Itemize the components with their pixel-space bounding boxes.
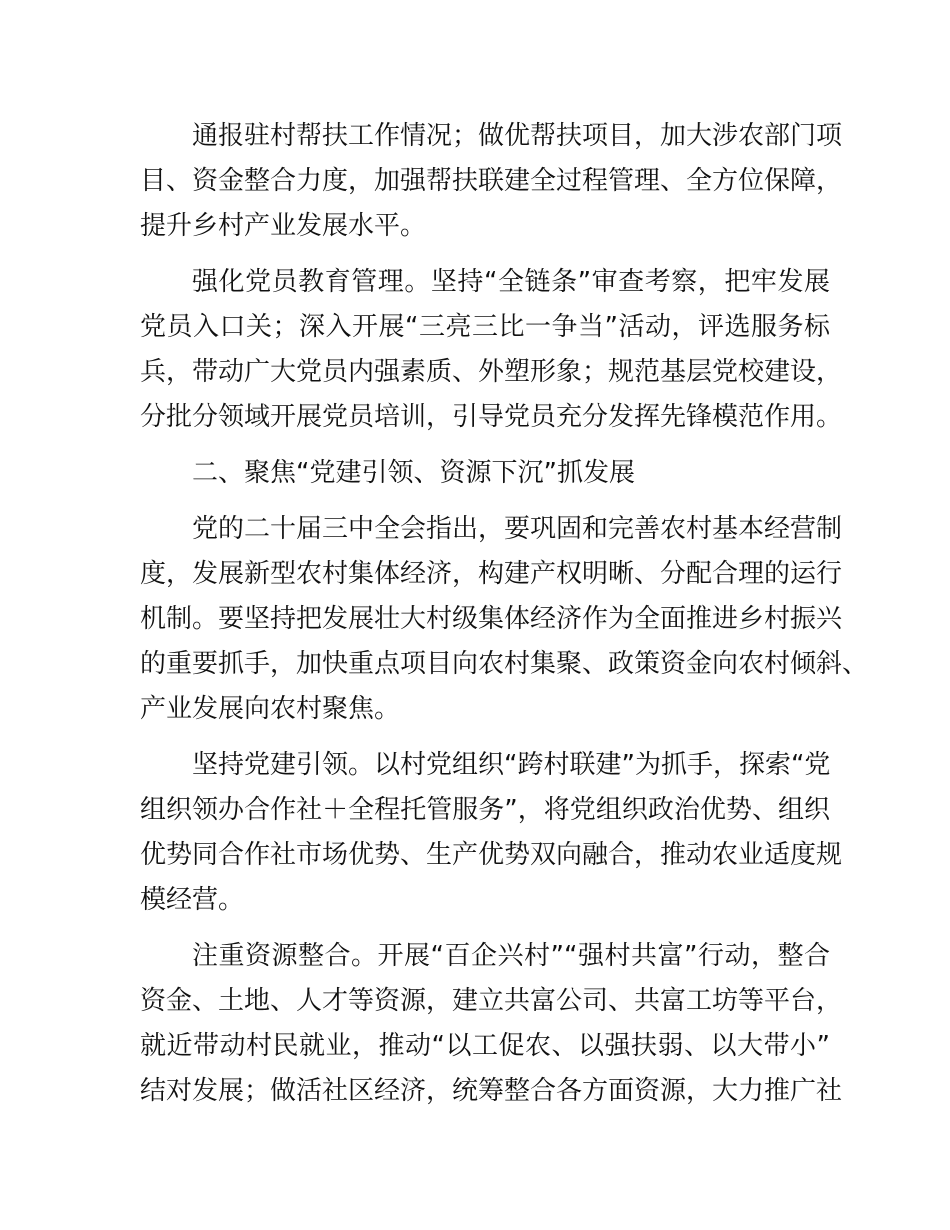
text-line: 注重资源整合。开展“百企兴村”“强村共富”行动，整合 — [192, 941, 830, 971]
paragraph-5 — [140, 934, 843, 1114]
text-line: 提升乡村产业发展水平。 — [140, 211, 427, 241]
paragraph-1 — [140, 114, 843, 249]
text-line: 产业发展向农村聚焦。 — [140, 694, 401, 724]
heading-line: 二、聚焦“党建引领、资源下沉”抓发展 — [192, 458, 635, 488]
paragraph-2 — [140, 260, 843, 440]
text-line: 党员入口关；深入开展“三亮三比一争当”活动，评选服务标 — [140, 312, 830, 342]
text-line: 通报驻村帮扶工作情况；做优帮扶项目，加大涉农部门项 — [192, 121, 843, 151]
text-line: 坚持党建引领。以村党组织“跨村联建”为抓手，探索“党 — [192, 750, 831, 780]
text-line: 强化党员教育管理。坚持“全链条”审查考察，把牢发展 — [192, 267, 830, 297]
text-line: 度，发展新型农村集体经济，构建产权明晰、分配合理的运行 — [140, 559, 843, 589]
section-heading — [140, 451, 830, 496]
document-body — [140, 114, 869, 1125]
text-line: 的重要抓手，加快重点项目向农村集聚、政策资金向农村倾斜、 — [140, 649, 869, 679]
text-line: 模经营。 — [140, 885, 245, 915]
text-line: 目、资金整合力度，加强帮扶联建全过程管理、全方位保障， — [140, 166, 843, 196]
text-line: 就近带动村民就业，推动“以工促农、以强扶弱、以大带小” — [140, 1031, 830, 1061]
text-line: 兵，带动广大党员内强素质、外塑形象；规范基层党校建设， — [140, 357, 843, 387]
text-line: 党的二十届三中全会指出，要巩固和完善农村基本经营制 — [192, 514, 843, 544]
paragraph-4 — [140, 743, 843, 923]
text-line: 分批分领域开展党员培训，引导党员充分发挥先锋模范作用。 — [140, 402, 843, 432]
text-line: 组织领办合作社＋全程托管服务”，将党组织政治优势、组织 — [140, 795, 830, 825]
text-line: 机制。要坚持把发展壮大村级集体经济作为全面推进乡村振兴 — [140, 604, 843, 634]
paragraph-3 — [140, 507, 869, 732]
text-line: 结对发展；做活社区经济，统筹整合各方面资源，大力推广社 — [140, 1076, 843, 1106]
text-line: 资金、土地、人才等资源，建立共富公司、共富工坊等平台， — [140, 986, 843, 1016]
text-line: 优势同合作社市场优势、生产优势双向融合，推动农业适度规 — [140, 840, 843, 870]
